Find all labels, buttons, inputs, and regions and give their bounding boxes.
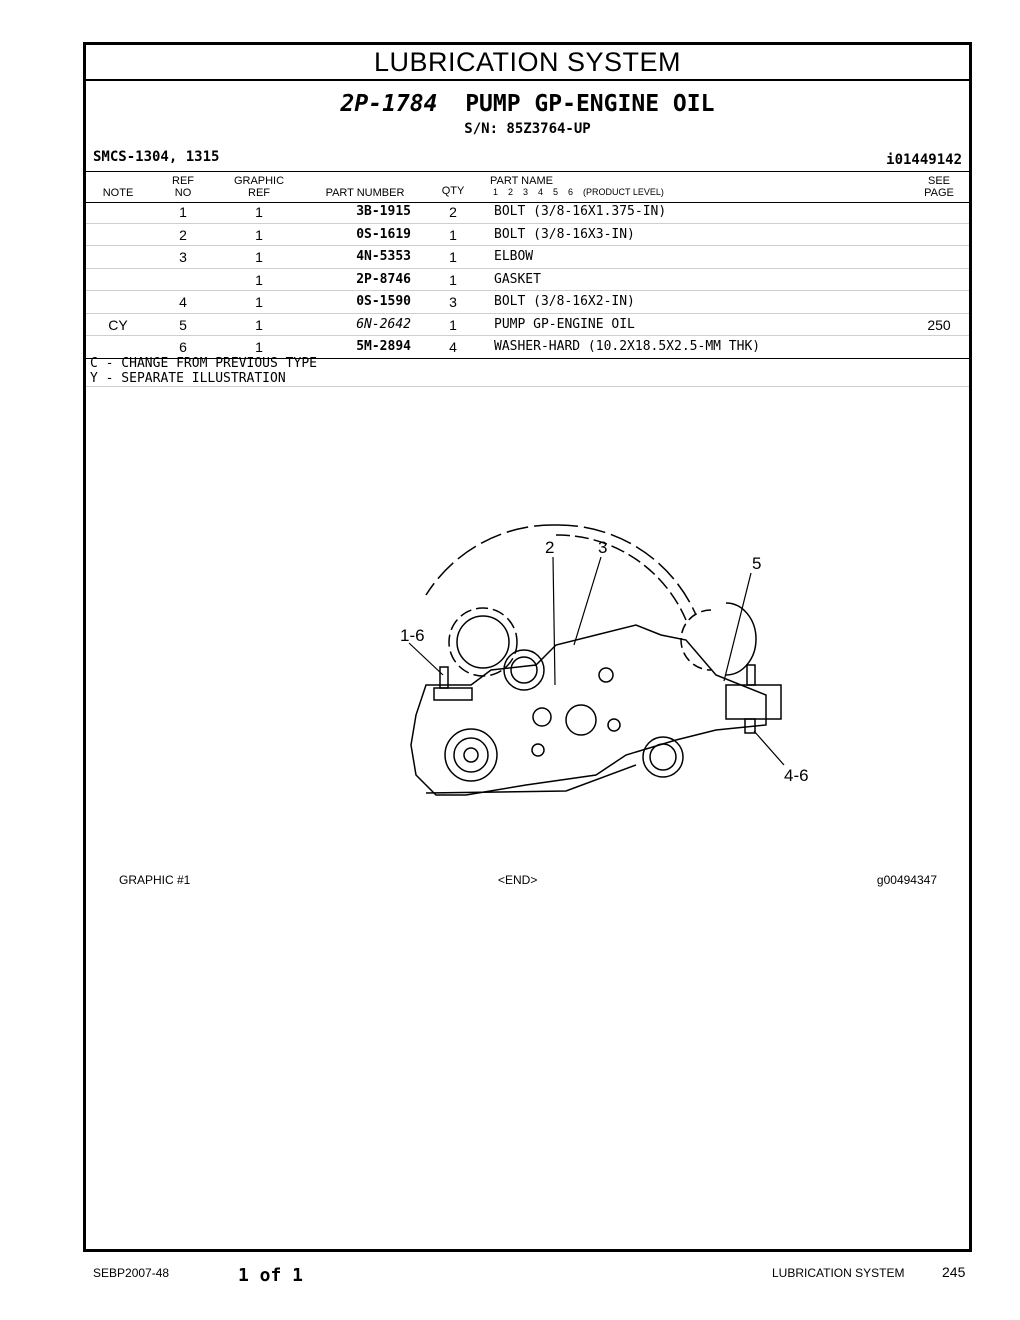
cover-boss [566, 705, 596, 735]
footer-doc-id: SEBP2007-48 [93, 1266, 170, 1280]
legend-change: C - CHANGE FROM PREVIOUS TYPE [90, 356, 317, 371]
ref-no-cell: 6 [179, 339, 187, 355]
table-row [86, 291, 969, 314]
col-part-name: PART NAME [490, 175, 553, 187]
legend-separate: Y - SEPARATE ILLUSTRATION [90, 371, 286, 386]
qty-cell: 1 [449, 249, 457, 265]
gear-outline [556, 525, 696, 615]
qty-cell: 2 [449, 204, 457, 220]
table-row [86, 201, 969, 224]
table-row [86, 246, 969, 269]
qty-cell: 1 [449, 226, 457, 243]
left-gear-dashed [449, 608, 517, 676]
section-title: LUBRICATION SYSTEM [86, 45, 969, 81]
group-name: PUMP GP-ENGINE OIL [465, 91, 715, 117]
footer-section: LUBRICATION SYSTEM [772, 1266, 905, 1280]
bolt-head-3 [608, 719, 620, 731]
group-header [86, 79, 969, 171]
part-number-cell: 5M-2894 [356, 339, 411, 354]
part-name-cell: ELBOW [494, 249, 534, 264]
outlet-flange-inner [650, 744, 676, 770]
note-legend [90, 356, 317, 386]
ref-no-cell: 5 [179, 316, 187, 333]
col-note: NOTE [102, 187, 134, 199]
note-cell: CY [108, 316, 128, 333]
footer-page-count: 1 of 1 [238, 1265, 304, 1286]
graphic-ref-cell: 1 [255, 339, 263, 355]
part-name-cell: BOLT (3/8-16X1.375-IN) [494, 204, 667, 219]
footer-page-number: 245 [942, 1264, 966, 1280]
part-name-cell: BOLT (3/8-16X2-IN) [494, 294, 635, 309]
part-number-cell: 3B-1915 [356, 204, 411, 219]
pulley-inner [454, 738, 488, 772]
ref-no-cell: 4 [179, 294, 187, 310]
leader-3 [574, 557, 601, 645]
callout-5: 5 [752, 554, 762, 573]
part-number-cell: 0S-1619 [356, 226, 411, 242]
col-qty: QTY [441, 185, 465, 197]
gear-outline-left [426, 525, 556, 595]
smcs-codes: SMCS-1304, 1315 [93, 149, 220, 165]
part-number-cell: 2P-8746 [356, 271, 411, 287]
parts-list [86, 201, 969, 359]
graphic-ref-cell: 1 [255, 204, 263, 220]
table-row [86, 314, 969, 337]
column-headers [86, 171, 969, 203]
leader-2 [553, 557, 555, 685]
graphic-ref-cell: 1 [255, 271, 263, 288]
see-page-cell: 250 [927, 316, 951, 333]
graphic-ref-cell: 1 [255, 226, 263, 243]
illustration-id: i01449142 [886, 152, 962, 168]
group-number: 2P-1784 [340, 91, 438, 117]
col-see-line1: SEE [927, 175, 950, 187]
ref-no-cell: 2 [179, 226, 187, 243]
col-ref-line1: REF [172, 175, 194, 187]
elbow-port [504, 650, 544, 690]
col-ref-line2: NO [174, 187, 192, 199]
table-row [86, 224, 969, 247]
callout-3: 3 [598, 538, 608, 557]
left-bracket [434, 688, 472, 700]
serial-number: S/N: 85Z3764-UP [464, 121, 591, 137]
table-row [86, 269, 969, 292]
gear-outline-inner [556, 535, 686, 620]
qty-cell: 3 [449, 294, 457, 310]
ref-no-cell: 1 [179, 204, 187, 220]
part-number-cell: 0S-1590 [356, 294, 411, 309]
part-number-cell: 4N-5353 [356, 249, 411, 264]
col-see-line2: PAGE [924, 187, 954, 199]
end-marker: <END> [498, 873, 538, 887]
callout-4-6: 4-6 [784, 766, 809, 785]
qty-cell: 1 [449, 271, 457, 288]
pump-housing [411, 625, 766, 795]
leader-1-6 [409, 643, 443, 675]
qty-cell: 1 [449, 316, 457, 333]
part-name-cell: GASKET [494, 271, 541, 287]
pulley [445, 729, 497, 781]
graphic-ref-cell: 1 [255, 316, 263, 333]
bolt-head-4 [599, 668, 613, 682]
qty-cell: 4 [449, 339, 457, 355]
part-name-cell: WASHER-HARD (10.2X18.5X2.5-MM THK) [494, 339, 761, 354]
left-gear-inner [457, 616, 509, 668]
col-graphic-line1: GRAPHIC [233, 175, 285, 187]
col-graphic-line2: REF [248, 187, 270, 199]
graphic-label: GRAPHIC #1 [119, 873, 191, 887]
leader-4-6 [754, 731, 784, 765]
graphic-ref-cell: 1 [255, 294, 263, 310]
bolt-head [533, 708, 551, 726]
part-name-cell: BOLT (3/8-16X3-IN) [494, 226, 635, 242]
pulley-hub [464, 748, 478, 762]
bolt-head-2 [532, 744, 544, 756]
parts-page-frame [83, 42, 972, 1252]
callout-1-6: 1-6 [400, 626, 425, 645]
graphic-id: g00494347 [876, 873, 937, 887]
part-number-cell: 6N-2642 [356, 316, 411, 332]
graphic-ref-cell: 1 [255, 249, 263, 265]
callout-2: 2 [545, 538, 555, 557]
oil-pump-illustration [306, 495, 809, 805]
ref-no-cell: 3 [179, 249, 187, 265]
col-part-number: PART NUMBER [325, 187, 405, 199]
legend-divider [86, 386, 969, 387]
part-name-cell: PUMP GP-ENGINE OIL [494, 316, 635, 332]
outlet-flange [643, 737, 683, 777]
group-title-line [86, 91, 969, 117]
elbow-port-inner [511, 657, 537, 683]
col-product-level: 1 2 3 4 5 6 (PRODUCT LEVEL) [493, 187, 664, 197]
right-bolt-top [747, 665, 755, 685]
